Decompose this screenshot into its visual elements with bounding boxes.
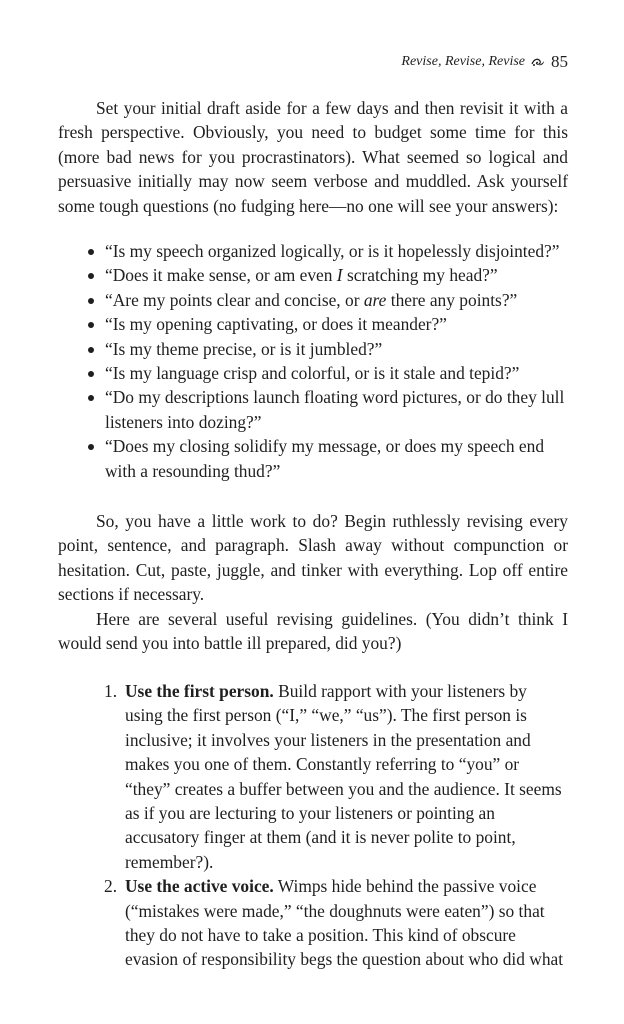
question-text: “Do my descriptions launch floating word pictures, or do they lull listeners into dozing?” — [105, 387, 565, 432]
question-emphasis: I — [336, 265, 343, 286]
question-text: “Are my points clear and concise, or — [105, 289, 364, 310]
question-text: “Is my theme precise, or is it jumbled?” — [105, 338, 383, 359]
guideline-number: 1. — [104, 681, 118, 701]
running-head — [401, 52, 568, 72]
list-item — [58, 288, 568, 312]
revision-block — [58, 509, 568, 655]
intro-paragraph: Set your initial draft aside for a few days and then revisit it with a fresh perspective. Obviously, you need to budget some time for this (more bad news for you procrastinators). What seemed so logical and persuasive initially may now seem verbose and muddled. Ask yourself some tough questions (no fudging here—no one will see your answers): — [58, 98, 568, 216]
question-text: “Does my closing solidify my message, or does my speech end with a resounding thud?” — [105, 436, 545, 481]
question-text: scratching my head?” — [342, 265, 498, 286]
list-item — [58, 361, 568, 385]
intro-block — [58, 96, 568, 218]
list-item — [58, 385, 568, 434]
question-text: “Is my speech organized logically, or is it hopelessly disjointed?” — [105, 241, 560, 261]
list-item — [58, 874, 568, 972]
paragraph-guidelines-intro: Here are several useful revising guidelines. (You didn’t think I would send you into battle ill prepared, did you?) — [58, 608, 568, 654]
list-item — [58, 434, 568, 483]
list-item — [58, 337, 568, 361]
list-item — [58, 263, 568, 287]
page-number: 85 — [551, 52, 568, 71]
guideline-title: Use the active voice. — [125, 876, 274, 897]
question-text: “Is my language crisp and colorful, or is it stale and tepid?” — [105, 363, 520, 384]
list-item — [58, 239, 568, 263]
list-item — [58, 312, 568, 336]
question-text: there any points?” — [386, 289, 518, 310]
question-emphasis: are — [363, 289, 387, 310]
guideline-number: 2. — [104, 876, 118, 897]
questions-list — [58, 239, 568, 483]
question-text: “Does it make sense, or am even — [105, 265, 337, 286]
guideline-title: Use the first person. — [125, 681, 274, 701]
guidelines-list — [58, 679, 568, 972]
fleuron-ornament-icon — [531, 57, 545, 67]
guideline-body: Build rapport with your listeners by using the first person (“I,” “we,” “us”). The first person is inclusive; it involves your listeners in the presentation and makes you one of them. Constantly referring to “you” or “they” creates a buffer between you and the audience. It seems as if you are lecturing to your listeners or pointing an accusatory finger at them (and it is never polite to point, remember?). — [125, 681, 562, 872]
list-item — [58, 679, 568, 874]
running-head-title: Revise, Revise, Revise — [401, 54, 525, 69]
paragraph-revise: So, you have a little work to do? Begin ruthlessly revising every point, sentence, and paragraph. Slash away without compunction or hesitation. Cut, paste, juggle, and tinker with everything. Lop off entire sections if necessary. — [58, 511, 568, 605]
question-text: “Is my opening captivating, or does it meander?” — [105, 314, 447, 335]
guideline-body: Wimps hide behind the passive voice (“mistakes were made,” “the doughnuts were eaten”) so that they do not have to take a position. This kind of obscure evasion of responsibility begs the question about who did what — [125, 876, 564, 970]
